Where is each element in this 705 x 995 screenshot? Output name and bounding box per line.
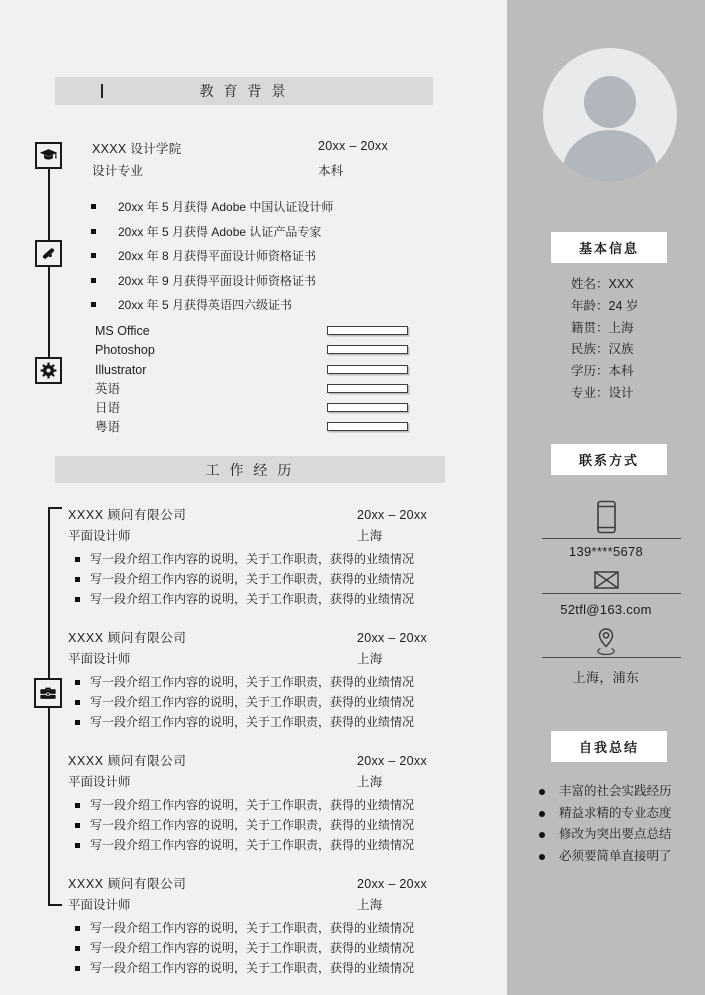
skill-progress-bar [327,384,408,393]
email-icon [507,571,705,589]
summary-title-box [551,731,667,762]
bracket-top-corner [48,507,62,509]
duty-item: 写一段介绍工作内容的说明，关于工作职责，获得的业绩情况 [68,938,440,958]
duty-item: 写一段介绍工作内容的说明，关于工作职责，获得的业绩情况 [68,712,440,732]
certificate-item: 20xx 年 5 月获得 Adobe 中国认证设计师 [85,195,445,220]
school-period: 20xx – 20xx [318,139,389,153]
certificate-item: 20xx 年 5 月获得 Adobe 认证产品专家 [85,220,445,245]
work-entry-subheader [68,527,440,549]
skill-name: 英语 [95,381,121,396]
education-section-title: 教 育 背 景 [199,83,289,99]
skill-name: Illustrator [95,362,147,377]
work-entry [68,875,440,978]
summary-item: 修改为突出要点总结 [536,824,701,846]
work-entry-header [68,752,440,773]
bracket-bottom-corner [48,904,62,906]
summary-item: 丰富的社会实践经历 [536,781,701,803]
skill-row [95,399,425,418]
contact-divider [542,593,681,594]
work-location: 上海 [357,898,383,912]
skill-name: 粤语 [95,420,121,435]
work-entry-header [68,629,440,650]
info-label: 学历： [571,364,609,379]
skill-progress-bar [327,403,408,412]
work-location: 上海 [357,775,383,789]
work-period: 20xx – 20xx [357,754,428,768]
skill-progress-bar [327,345,408,354]
contact-divider [542,538,681,539]
work-period: 20xx – 20xx [357,508,428,522]
info-row [571,383,638,405]
company-name: XXXX 顾问有限公司 [68,754,187,768]
job-title: 平面设计师 [68,529,131,543]
duty-item: 写一段介绍工作内容的说明，关于工作职责，获得的业绩情况 [68,672,440,692]
work-entry [68,752,440,855]
skill-name: 日语 [95,401,121,416]
sidebar [507,0,705,995]
contact-divider [542,657,681,658]
info-row [571,339,638,361]
avatar [543,48,677,182]
duty-list [68,918,440,978]
certificate-item: 20xx 年 8 月获得平面设计师资格证书 [85,244,445,269]
summary-title: 自我总结 [578,740,639,755]
contact-title-box [551,444,667,475]
skill-progress-bar [327,365,408,374]
contact-title: 联系方式 [578,453,639,468]
duty-item: 写一段介绍工作内容的说明，关于工作职责，获得的业绩情况 [68,795,440,815]
work-entry-header [68,506,440,527]
job-title: 平面设计师 [68,898,131,912]
work-entry [68,629,440,732]
info-value: XXX [608,277,634,291]
summary-item: 精益求精的专业态度 [536,803,701,825]
duty-list [68,795,440,855]
location-pin-icon [507,627,705,655]
duty-item: 写一段介绍工作内容的说明，关于工作职责，获得的业绩情况 [68,692,440,712]
info-row [571,361,638,383]
major-name: 设计专业 [92,164,144,178]
briefcase-icon [34,678,62,708]
phone-number: 139****5678 [568,544,644,559]
work-entry-subheader [68,773,440,795]
skill-row [95,341,425,360]
work-period: 20xx – 20xx [357,877,428,891]
work-section-title: 工 作 经 历 [205,461,295,478]
gear-icon [35,357,62,384]
skill-name: MS Office [95,324,150,338]
address-text: 上海，浦东 [572,670,640,685]
certificate-list [85,195,445,318]
info-row [571,274,638,296]
basic-info-title: 基本信息 [578,241,639,256]
info-label: 民族： [571,342,609,357]
certificate-item: 20xx 年 9 月获得平面设计师资格证书 [85,269,445,294]
company-name: XXXX 顾问有限公司 [68,631,187,645]
skill-row [95,322,425,341]
info-label: 姓名： [571,277,609,291]
info-label: 籍贯： [571,320,609,335]
header-tick-mark [101,84,103,98]
summary-item: 必须要简单直接明了 [536,846,701,868]
duty-item: 写一段介绍工作内容的说明，关于工作职责，获得的业绩情况 [68,835,440,855]
work-entry [68,506,440,609]
info-value: 设计 [608,385,634,400]
duty-item: 写一段介绍工作内容的说明，关于工作职责，获得的业绩情况 [68,815,440,835]
skill-row [95,380,425,399]
info-row [571,296,638,318]
company-name: XXXX 顾问有限公司 [68,508,187,522]
info-value: 上海 [608,320,634,335]
skill-progress-bar [327,326,408,335]
work-location: 上海 [357,652,383,666]
info-label: 年龄： [571,298,609,313]
graduation-cap-icon [35,142,62,169]
work-entry-list [68,506,440,995]
work-entry-header [68,875,440,896]
job-title: 平面设计师 [68,652,131,666]
summary-list [536,781,701,868]
skill-row [95,418,425,437]
email-address: 52tfl@163.com [560,602,652,617]
info-value: 汉族 [608,342,634,357]
info-value: 24 岁 [608,298,639,313]
info-label: 专业： [571,385,609,400]
degree-name: 本科 [318,164,344,178]
work-entry-subheader [68,650,440,672]
work-entry-subheader [68,896,440,918]
info-value: 本科 [608,364,634,379]
skill-name: Photoshop [95,343,155,358]
job-title: 平面设计师 [68,775,131,789]
skill-progress-bar [327,422,408,431]
duty-list [68,549,440,609]
duty-item: 写一段介绍工作内容的说明，关于工作职责，获得的业绩情况 [68,958,440,978]
duty-item: 写一段介绍工作内容的说明，关于工作职责，获得的业绩情况 [68,549,440,569]
basic-info-title-box [551,232,667,263]
duty-item: 写一段介绍工作内容的说明，关于工作职责，获得的业绩情况 [68,589,440,609]
diploma-icon [35,240,62,267]
skill-row [95,361,425,380]
education-section-header [55,77,433,105]
duty-item: 写一段介绍工作内容的说明，关于工作职责，获得的业绩情况 [68,918,440,938]
phone-icon [507,500,705,534]
info-row [571,318,638,340]
work-location: 上海 [357,529,383,543]
school-name: XXXX 设计学院 [92,142,182,156]
company-name: XXXX 顾问有限公司 [68,877,187,891]
work-period: 20xx – 20xx [357,631,428,645]
work-section-header [55,456,445,483]
duty-list [68,672,440,732]
certificate-item: 20xx 年 5 月获得英语四六级证书 [85,293,445,318]
duty-item: 写一段介绍工作内容的说明，关于工作职责，获得的业绩情况 [68,569,440,589]
skill-list [95,322,425,438]
basic-info-list [571,274,638,405]
